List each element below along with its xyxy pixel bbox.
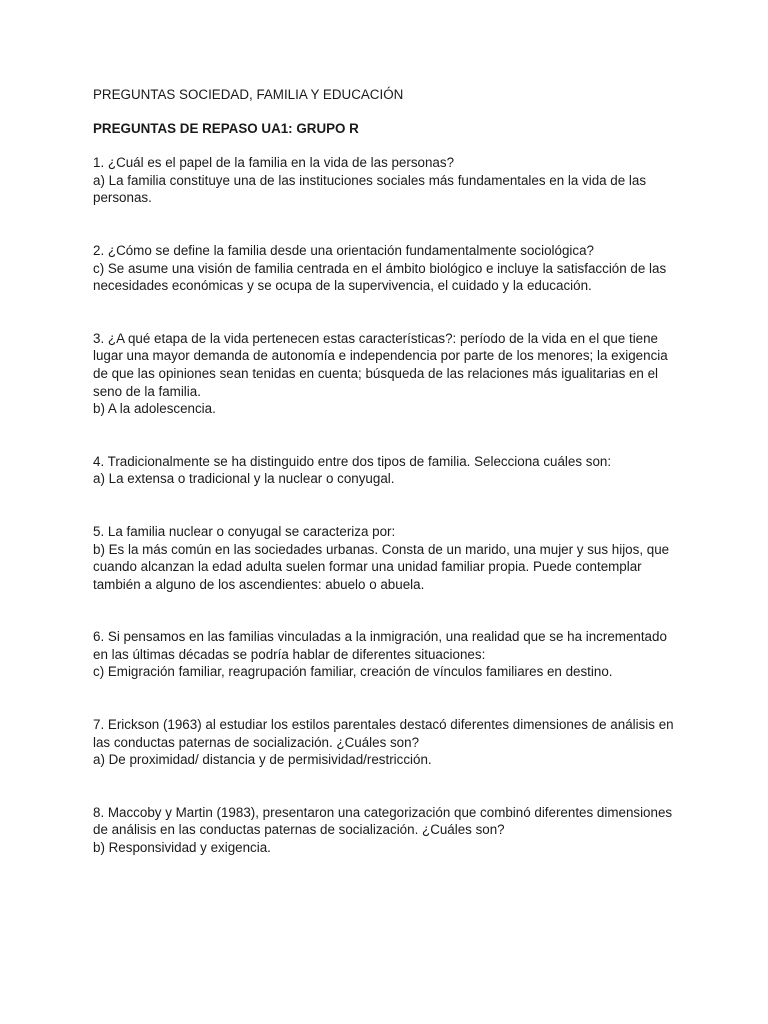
question-text: 4. Tradicionalmente se ha distinguido entre dos tipos de familia. Selecciona cuáles son: — [93, 453, 612, 469]
answer-text: b) Responsividad y exigencia. — [93, 840, 271, 856]
answer-text: b) Es la más común en las sociedades urbanas. Consta de un marido, una mujer y sus hijos, que cuando alcanzan la edad adulta suelen formar una unidad familiar propia. Puede contemplar también a alguno de los ascendientes: abuelo o abuela. — [93, 541, 670, 592]
question-text: 1. ¿Cuál es el papel de la familia en la vida de las personas? — [93, 155, 455, 171]
question-text: 7. Erickson (1963) al estudiar los estilos parentales destacó diferentes dimensiones de análisis en las conductas paternas de socialización. ¿Cuáles son? — [93, 717, 674, 750]
question-block-4 — [93, 453, 683, 488]
question-text: 8. Maccoby y Martin (1983), presentaron una categorización que combinó diferentes dimensiones de análisis en las conductas paternas de socialización. ¿Cuáles son? — [93, 804, 673, 838]
answer-text: a) De proximidad/ distancia y de permisividad/restricción. — [93, 752, 432, 768]
question-block-5 — [93, 523, 683, 593]
answer-text: a) La familia constituye una de las instituciones sociales más fundamentales en la vida de las personas. — [93, 172, 647, 206]
document-title: PREGUNTAS SOCIEDAD, FAMILIA Y EDUCACIÓN — [93, 87, 404, 102]
question-block-3 — [93, 330, 683, 418]
question-text: 5. La familia nuclear o conyugal se caracteriza por: — [93, 523, 396, 539]
question-block-6 — [93, 628, 683, 681]
question-block-7 — [93, 716, 683, 769]
answer-text: b) A la adolescencia. — [93, 401, 216, 417]
answer-text: c) Se asume una visión de familia centrada en el ámbito biológico e incluye la satisfacción de las necesidades económicas y se ocupa de la supervivencia, el cuidado y la educación. — [93, 260, 667, 294]
document-subtitle: PREGUNTAS DE REPASO UA1: GRUPO R — [93, 120, 359, 136]
question-text: 2. ¿Cómo se define la familia desde una orientación fundamentalmente sociológica? — [93, 242, 594, 258]
question-block-8 — [93, 804, 683, 857]
question-block-1 — [93, 154, 683, 207]
question-text: 3. ¿A qué etapa de la vida pertenecen estas características?: período de la vida en el que tiene lugar una mayor demanda de autonomía e independencia por parte de los menores; la exigencia de que las opiniones sean tenidas en cuenta; búsqueda de las relaciones más igualitarias en el seno de la familia. — [93, 330, 668, 399]
question-text: 6. Si pensamos en las familias vinculadas a la inmigración, una realidad que se ha incrementado en las últimas décadas se podría hablar de diferentes situaciones: — [93, 629, 667, 662]
question-block-2 — [93, 242, 683, 295]
document-body — [93, 86, 683, 857]
answer-text: a) La extensa o tradicional y la nuclear o conyugal. — [93, 471, 395, 487]
answer-text: c) Emigración familiar, reagrupación familiar, creación de vínculos familiares en destino. — [93, 664, 613, 680]
